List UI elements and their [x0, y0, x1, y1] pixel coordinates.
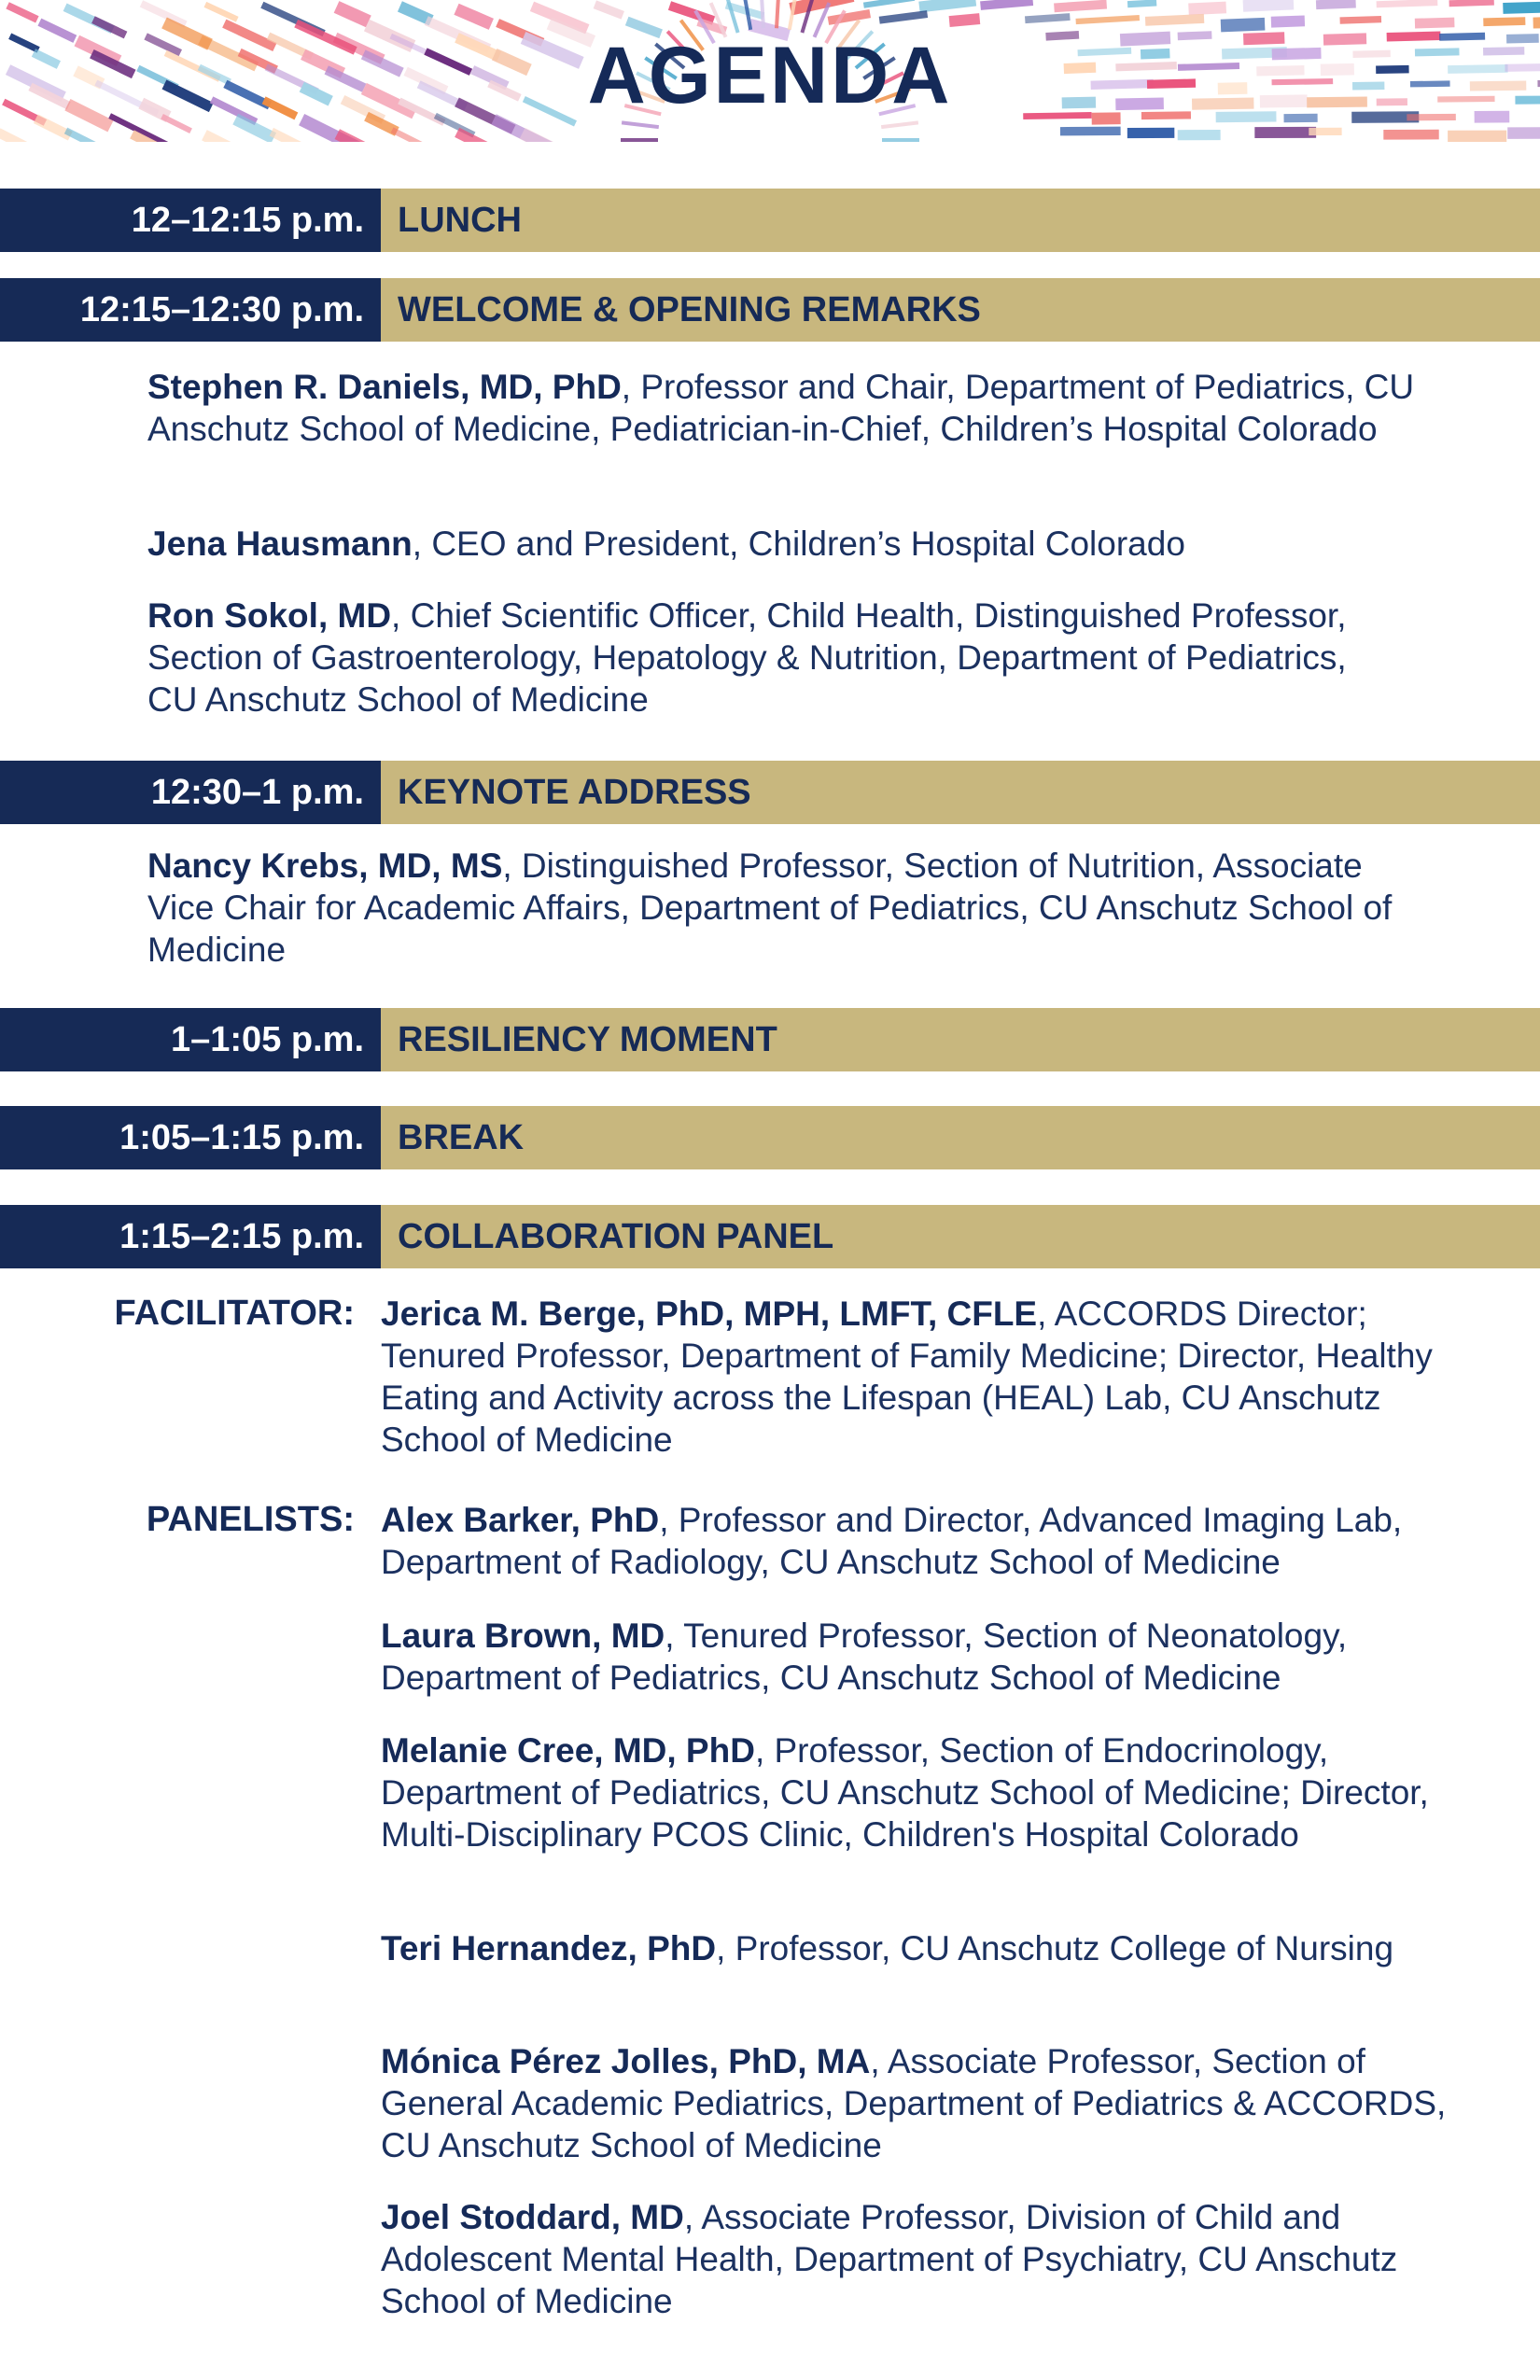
session-time: 12:15–12:30 p.m. [0, 278, 381, 342]
decorative-dash [1309, 128, 1341, 135]
speaker-entry [147, 595, 1365, 721]
session-time: 12–12:15 p.m. [0, 189, 381, 252]
speaker-name: Stephen R. Daniels, MD, PhD [147, 368, 622, 406]
session-bar-lunch [0, 189, 1540, 252]
session-title: RESILIENCY MOMENT [381, 1008, 1540, 1071]
speaker-name: Teri Hernandez, PhD [381, 1929, 717, 1967]
decorative-dash [1243, 0, 1295, 12]
session-title: COLLABORATION PANEL [381, 1205, 1540, 1268]
decorative-dash [949, 13, 981, 27]
speaker-name: Jena Hausmann [147, 525, 413, 563]
decorative-dash [1533, 16, 1540, 29]
decorative-dash [34, 114, 73, 140]
decorative-dash [1448, 131, 1506, 142]
session-time: 1:15–2:15 p.m. [0, 1205, 381, 1268]
panelist-entry [381, 2040, 1473, 2166]
session-time: 12:30–1 p.m. [0, 761, 381, 824]
facilitator-entry [381, 1293, 1491, 1461]
session-bar-panel [0, 1205, 1540, 1268]
speaker-entry [147, 523, 1491, 565]
session-bar-resiliency [0, 1008, 1540, 1071]
decorative-dash [1025, 13, 1071, 23]
decorative-dash [918, 0, 976, 12]
decorative-dash [0, 128, 31, 142]
decorative-dash [594, 0, 624, 19]
decorative-dash [1316, 0, 1356, 9]
speaker-name: Nancy Krebs, MD, MS [147, 847, 503, 885]
decorative-dash [1060, 127, 1121, 136]
decorative-dash [1145, 14, 1204, 26]
session-bar-welcome [0, 278, 1540, 342]
speaker-description: , Professor and Director, Advanced Imaging Lab, Department of Radiology, CU Anschutz School of Medicine [381, 1501, 1403, 1581]
decorative-dash [334, 1, 371, 27]
session-bar-keynote [0, 761, 1540, 824]
decorative-dash [1449, 0, 1494, 7]
panelist-entry [381, 2196, 1510, 2322]
decorative-dash [1507, 127, 1540, 139]
session-title: KEYNOTE ADDRESS [381, 761, 1540, 824]
decorative-dash [1340, 16, 1382, 24]
speaker-name: Alex Barker, PhD [381, 1501, 660, 1539]
decorative-dash [1415, 18, 1455, 29]
decorative-dash [1383, 130, 1438, 140]
session-title: WELCOME & OPENING REMARKS [381, 278, 1540, 342]
speaker-description: , Professor and Chair, Department of Pediatrics, CU Anschutz School of Medicine, Pediatrician-in-Chief, Children’s Hospital Colorado [147, 368, 1415, 448]
speaker-name: Mónica Pérez Jolles, PhD, MA [381, 2042, 871, 2080]
panelist-entry [381, 1499, 1501, 1583]
session-bar-break [0, 1106, 1540, 1169]
decorative-dash [1188, 2, 1226, 15]
decorative-dash [1127, 0, 1156, 7]
decorative-dash [1377, 0, 1438, 7]
decorative-ray [881, 122, 918, 127]
speaker-description: , Tenured Professor, Section of Neonatology, Department of Pediatrics, CU Anschutz School of Medicine [381, 1617, 1348, 1697]
decorative-dash [1178, 130, 1221, 140]
speaker-description: , Associate Professor, Division of Child and Adolescent Mental Health, Department of Psychiatry, CU Anschutz School of Medicine [381, 2198, 1398, 2320]
decorative-ray [744, 0, 750, 30]
facilitator-label: FACILITATOR: [114, 1294, 355, 1333]
decorative-ray [622, 122, 659, 127]
session-title: BREAK [381, 1106, 1540, 1169]
speaker-description: , Professor, CU Anschutz College of Nursing [716, 1929, 1394, 1967]
decorative-dash [64, 128, 97, 142]
speaker-description: , Associate Professor, Section of General Academic Pediatrics, Department of Pediatrics & ACCORDS, CU Anschutz School of Medicine [381, 2042, 1447, 2164]
speaker-description: , ACCORDS Director; Tenured Professor, Department of Family Medicine; Director, Healthy Eating and Activity across the Lifespan (HEAL) Lab, CU Anschutz School of Medicine [381, 1295, 1433, 1459]
decorative-dash [828, 9, 871, 25]
panelists-label: PANELISTS: [146, 1500, 355, 1539]
decorative-dash [980, 0, 1033, 10]
decorative-dash [335, 129, 391, 142]
decorative-dash [1076, 15, 1141, 24]
speaker-description: , CEO and President, Children’s Hospital Colorado [412, 525, 1185, 563]
session-title: LUNCH [381, 189, 1540, 252]
decorative-dash [1127, 128, 1175, 138]
session-time: 1:05–1:15 p.m. [0, 1106, 381, 1169]
speaker-name: Laura Brown, MD [381, 1617, 665, 1655]
speaker-name: Jerica M. Berge, PhD, MPH, LMFT, CFLE [381, 1295, 1038, 1333]
decorative-ray [762, 0, 763, 28]
panelist-entry [381, 1927, 1463, 1969]
decorative-dash [1254, 127, 1316, 138]
decorative-dash [863, 0, 915, 8]
speaker-description: , Chief Scientific Officer, Child Health, Distinguished Professor, Section of Gastroenterology, Hepatology & Nutrition, Department of Pediatrics, CU Anschutz School of Medicine [147, 596, 1347, 719]
panelist-entry [381, 1729, 1501, 1855]
decorative-dash [520, 128, 581, 142]
decorative-dash [391, 127, 426, 142]
decorative-dash [1054, 0, 1107, 12]
speaker-name: Ron Sokol, MD [147, 596, 392, 635]
speaker-name: Melanie Cree, MD, PhD [381, 1731, 755, 1770]
speaker-entry [147, 366, 1491, 450]
speaker-name: Joel Stoddard, MD [381, 2198, 684, 2236]
decorative-dash [1503, 2, 1540, 14]
decorative-dash [6, 2, 38, 22]
decorative-dash [879, 10, 928, 24]
header-banner [0, 0, 1540, 142]
decorative-ray [777, 0, 778, 28]
speaker-description: , Professor, Section of Endocrinology, Department of Pediatrics, CU Anschutz School of Medicine; Director, Multi-Disciplinary PCOS Clinic, Children's Hospital Colorado [381, 1731, 1429, 1854]
decorative-dash [1483, 17, 1525, 26]
speaker-entry [147, 845, 1398, 971]
decorative-dash [1271, 15, 1305, 27]
decorative-dash [454, 4, 494, 30]
session-time: 1–1:05 p.m. [0, 1008, 381, 1071]
decorative-dash [204, 2, 239, 22]
speaker-description: , Distinguished Professor, Section of Nutrition, Associate Vice Chair for Academic Affairs, Department of Pediatrics, CU Anschutz School of Medicine [147, 847, 1393, 969]
page-title: AGENDA [587, 31, 953, 120]
decorative-dash [1221, 18, 1266, 32]
panelist-entry [381, 1615, 1501, 1699]
decorative-dash [161, 114, 192, 133]
